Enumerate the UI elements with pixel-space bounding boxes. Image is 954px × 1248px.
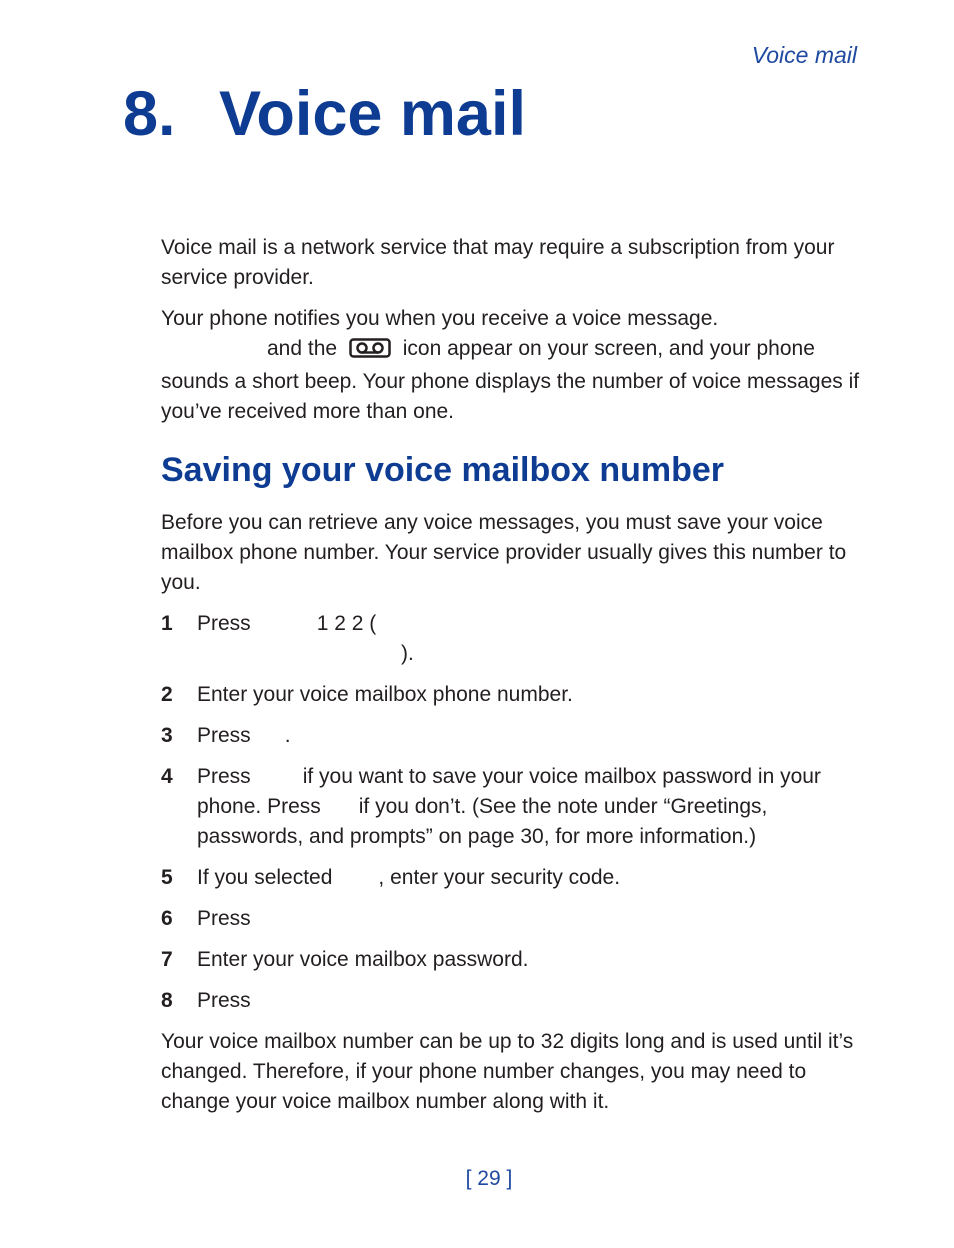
step-5-pre: If you selected [197, 866, 333, 889]
step-4-rest2: if you don’t. (See the note under “Greetings, [358, 795, 768, 818]
step-6 [161, 904, 861, 934]
step-5 [161, 863, 861, 893]
step-4-rest3: passwords, and prompts” on page 30, for more information.) [197, 825, 757, 848]
intro-p2-rest2: sounds a short beep. Your phone displays the number of voice messages if you’ve received more than one. [161, 370, 860, 423]
step-number: 8 [161, 989, 173, 1012]
step-3-end: . [284, 724, 291, 747]
step-4-phone-press: phone. Press [197, 795, 321, 818]
step-2-text: Enter your voice mailbox phone number. [197, 683, 573, 706]
step-3-press: Press [197, 724, 251, 747]
step-8 [161, 986, 861, 1016]
step-3 [161, 721, 861, 751]
steps-list [161, 609, 861, 1016]
step-6-press: Press [197, 907, 251, 930]
step-1-close: ). [401, 642, 414, 665]
running-head: Voice mail [751, 42, 857, 68]
section-heading: Saving your voice mailbox number [161, 451, 725, 489]
page-content [161, 233, 861, 1128]
chapter-title [123, 78, 526, 150]
step-7 [161, 945, 861, 975]
intro-p2-and-the: and the [267, 337, 338, 360]
step-number: 5 [161, 866, 173, 889]
step-1-keys: 1 2 2 ( [316, 612, 377, 635]
step-1 [161, 609, 861, 669]
step-4-press: Press [197, 765, 251, 788]
step-number: 2 [161, 683, 173, 706]
intro-paragraph-2 [161, 304, 861, 427]
step-number: 4 [161, 765, 173, 788]
intro-p2-line1: Your phone notifies you when you receive a voice message. [161, 307, 719, 330]
closing-paragraph: Your voice mailbox number can be up to 32 digits long and is used until it’s changed. Therefore, if your phone number changes, you may need to change your voice mailbox number along with it. [161, 1030, 854, 1113]
step-8-press: Press [197, 989, 251, 1012]
chapter-number: 8. [123, 79, 176, 149]
step-2 [161, 680, 861, 710]
step-7-text: Enter your voice mailbox password. [197, 948, 529, 971]
step-number: 3 [161, 724, 173, 747]
section-lead-paragraph: Before you can retrieve any voice messages, you must save your voice mailbox phone number. Your service provider usually gives this number to you. [161, 511, 847, 594]
step-number: 1 [161, 612, 173, 635]
step-1-press: Press [197, 612, 251, 635]
chapter-title-text: Voice mail [219, 79, 526, 149]
page-number: [ 29 ] [465, 1167, 513, 1190]
step-5-post: , enter your security code. [378, 866, 621, 889]
intro-p2-rest1: icon appear on your screen, and your phone [402, 337, 815, 360]
step-4 [161, 762, 861, 852]
voicemail-tape-icon [349, 337, 391, 367]
intro-paragraph-1: Voice mail is a network service that may require a subscription from your service provider. [161, 236, 835, 289]
step-4-rest1: if you want to save your voice mailbox password in your [302, 765, 821, 788]
step-number: 6 [161, 907, 173, 930]
step-number: 7 [161, 948, 173, 971]
